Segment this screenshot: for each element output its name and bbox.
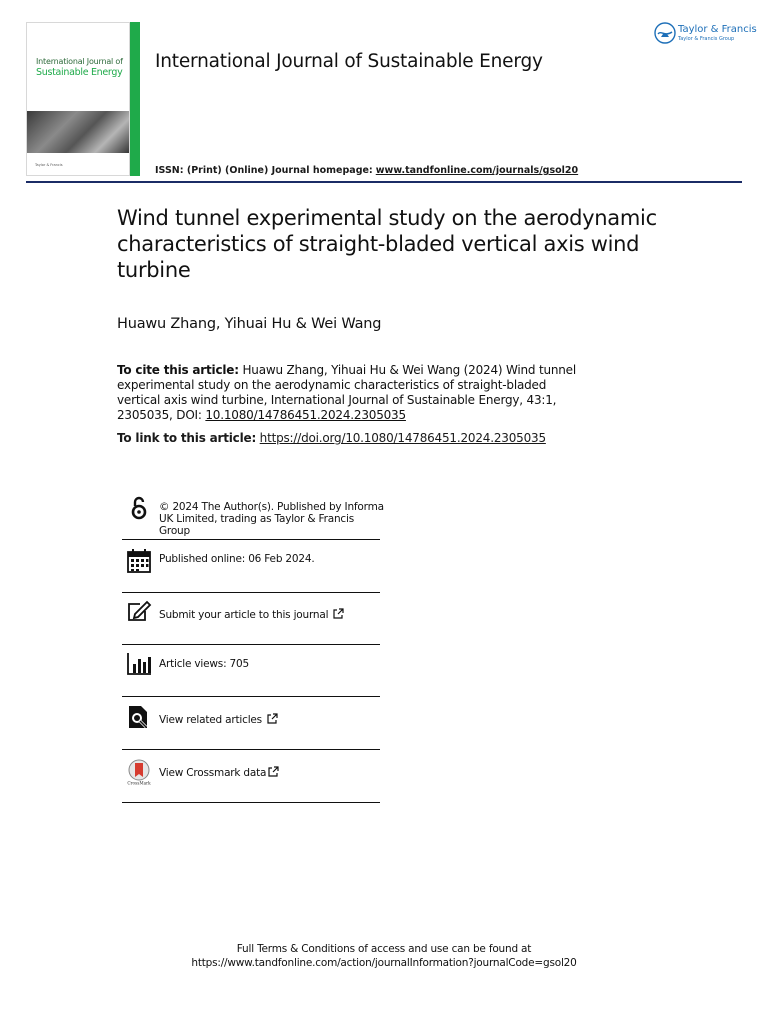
published-date: Published online: 06 Feb 2024. — [159, 553, 315, 565]
footer-line1: Full Terms & Conditions of access and use can be found at — [236, 943, 532, 955]
external-link-icon — [332, 608, 344, 620]
article-link-line — [117, 431, 546, 445]
license-text: © 2024 The Author(s). Published by Informa UK Limited, trading as Taylor & Francis Group — [159, 501, 384, 537]
related-row[interactable] — [122, 697, 380, 750]
open-access-icon — [126, 495, 152, 521]
related-articles-search-icon — [126, 705, 152, 731]
cover-green-band — [130, 22, 140, 176]
bar-chart-icon — [126, 651, 152, 677]
calendar-icon — [126, 548, 152, 574]
submit-link[interactable]: Submit your article to this journal — [159, 609, 329, 621]
submit-text[interactable] — [159, 608, 344, 621]
published-row — [122, 540, 380, 593]
cover-photo — [27, 111, 130, 153]
crossmark-text[interactable] — [159, 766, 279, 779]
issn-label: ISSN: (Print) (Online) Journal homepage: — [155, 165, 373, 176]
article-views: Article views: 705 — [159, 658, 249, 670]
publisher-name: Taylor & Francis — [678, 24, 757, 35]
citation-block — [117, 363, 587, 423]
article-link-label: To link to this article: — [117, 431, 257, 445]
cover-title-line1: International Journal of — [36, 57, 123, 66]
citation-text: Huawu Zhang, Yihuai Hu & Wei Wang (2024) Wind tunnel experimental study on the aerodynamic characteristics of straight-bladed vertical axis wind turbine, International Journal of Sustainable Energy, 43:1, 2305035, DOI: — [117, 363, 576, 422]
journal-cover-thumbnail — [26, 22, 130, 176]
header-divider — [26, 181, 742, 183]
related-link[interactable]: View related articles — [159, 714, 262, 726]
crossmark-link[interactable]: View Crossmark data — [159, 767, 267, 779]
crossmark-icon-label: CrossMark — [127, 780, 151, 785]
cover-title-line2: Sustainable Energy — [36, 67, 123, 78]
row-divider — [122, 802, 380, 803]
related-text[interactable] — [159, 713, 278, 726]
footer-terms — [0, 942, 768, 970]
cover-publisher-logo: Taylor & Francis — [35, 163, 63, 167]
crossmark-icon — [126, 759, 152, 785]
external-link-icon — [266, 713, 278, 725]
views-row — [122, 645, 380, 697]
publisher-group: Taylor & Francis Group — [678, 36, 735, 42]
article-title: Wind tunnel experimental study on the aerodynamic characteristics of straight-bladed vertical axis wind turbine — [117, 206, 657, 282]
taylor-francis-logo-icon — [654, 22, 676, 44]
crossmark-row[interactable] — [122, 750, 380, 803]
external-link-icon — [267, 766, 279, 778]
edit-icon — [126, 599, 152, 625]
article-doi-link[interactable]: https://doi.org/10.1080/14786451.2024.2305035 — [259, 431, 546, 445]
citation-doi-link[interactable]: 10.1080/14786451.2024.2305035 — [205, 408, 406, 422]
journal-title: International Journal of Sustainable Energy — [155, 51, 543, 72]
footer-terms-link[interactable]: https://www.tandfonline.com/action/journalInformation?journalCode=gsol20 — [191, 957, 577, 969]
issn-line — [155, 165, 578, 176]
submit-row[interactable] — [122, 593, 380, 645]
license-row — [122, 493, 384, 540]
citation-label: To cite this article: — [117, 363, 239, 377]
journal-homepage-link[interactable]: www.tandfonline.com/journals/gsol20 — [375, 165, 579, 176]
article-authors: Huawu Zhang, Yihuai Hu & Wei Wang — [117, 316, 382, 332]
